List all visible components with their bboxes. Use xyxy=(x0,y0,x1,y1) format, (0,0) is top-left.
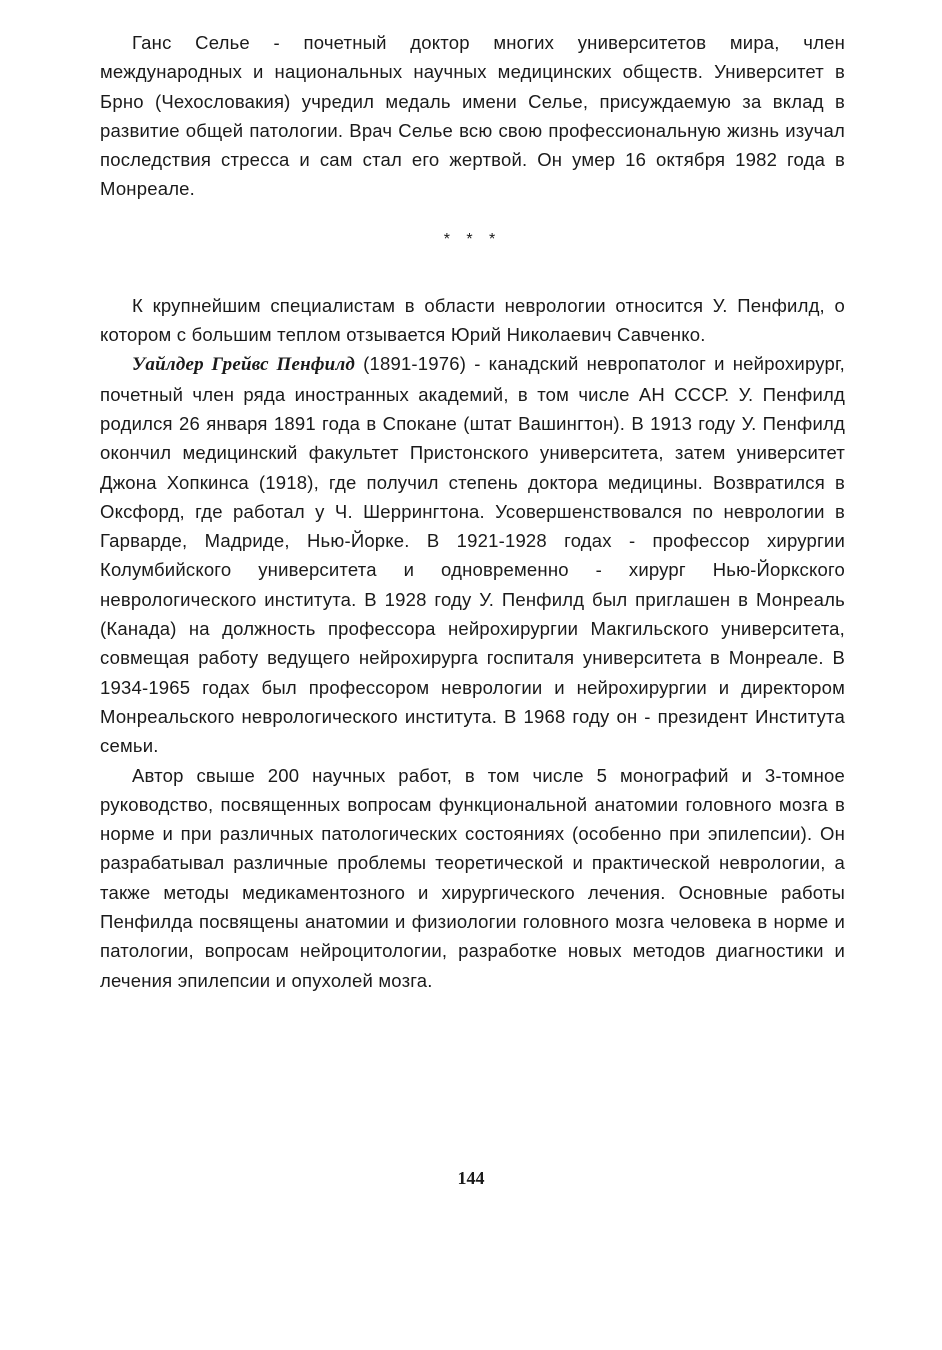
paragraph-works: Автор свыше 200 научных работ, в том числе 5 монографий и 3-томное руководство, посвященных вопросам функциональной анатомии головного мозга в норме и при различных патологических состояниях (особенно при эпилепсии). Он разрабатывал различные проблемы теоретической и практической неврологии, а также методы медикаментозного и хирургического лечения. Основные работы Пенфилда посвящены анатомии и физиологии головного мозга человека в норме и патологии, вопросам нейроцитологии, разработке новых методов диагностики и лечения эпилепсии и опухолей мозга. xyxy=(100,764,845,991)
paragraph-biography xyxy=(100,349,845,760)
page-number: 144 xyxy=(457,1168,485,1188)
paragraph-selye: Ганс Селье - почетный доктор многих университетов мира, член международных и национальных научных медицинских обществ. Университет в Брно (Чехословакия) учредил медаль имени Селье, присуждаемую за вклад в развитие общей патологии. Врач Селье всю свою профессиональную жизнь изучал последствия стресса и сам стал его жертвой. Он умер 16 октября 1982 года в Монреале. xyxy=(100,32,845,200)
person-name: Уайлдер Грейвс Пенфилд xyxy=(132,354,356,376)
biography-text: (1891-1976) - канадский невропатолог и нейрохирург, почетный член ряда иностранных академий, в том числе АН СССР. У. Пенфилд родился 26 января 1891 года в Спокане (штат Вашингтон). В 1913 году У. Пенфилд окончил медицинский факультет Пристонского университета, затем университет Джона Хопкинса (1918), где получил степень доктора медицины. Возвратился в Оксфорд, где работал у Ч. Шеррингтона. Усовершенствовался по неврологии в Гарварде, Мадриде, Нью-Йорке. В 1921-1928 годах - профессор хирургии Колумбийского университета и одновременно - хирург Нью-Йоркского неврологического института. В 1928 году У. Пенфилд был приглашен в Монреаль (Канада) на должность профессора нейрохирургии Макгильского университета, совмещая работу ведущего нейрохирурга госпиталя университета в Монреале. В 1934-1965 годах был профессором неврологии и нейрохирургии и директором Монреальского неврологического института. В 1968 году он - президент Института семьи. xyxy=(100,353,845,757)
section-gap xyxy=(100,250,845,291)
paragraph-intro: К крупнейшим специалистам в области неврологии относится У. Пенфилд, о котором с большим теплом отзывается Юрий Николаевич Савченко. xyxy=(100,294,845,346)
section-separator: * * * xyxy=(443,230,502,248)
page-body xyxy=(100,28,845,995)
